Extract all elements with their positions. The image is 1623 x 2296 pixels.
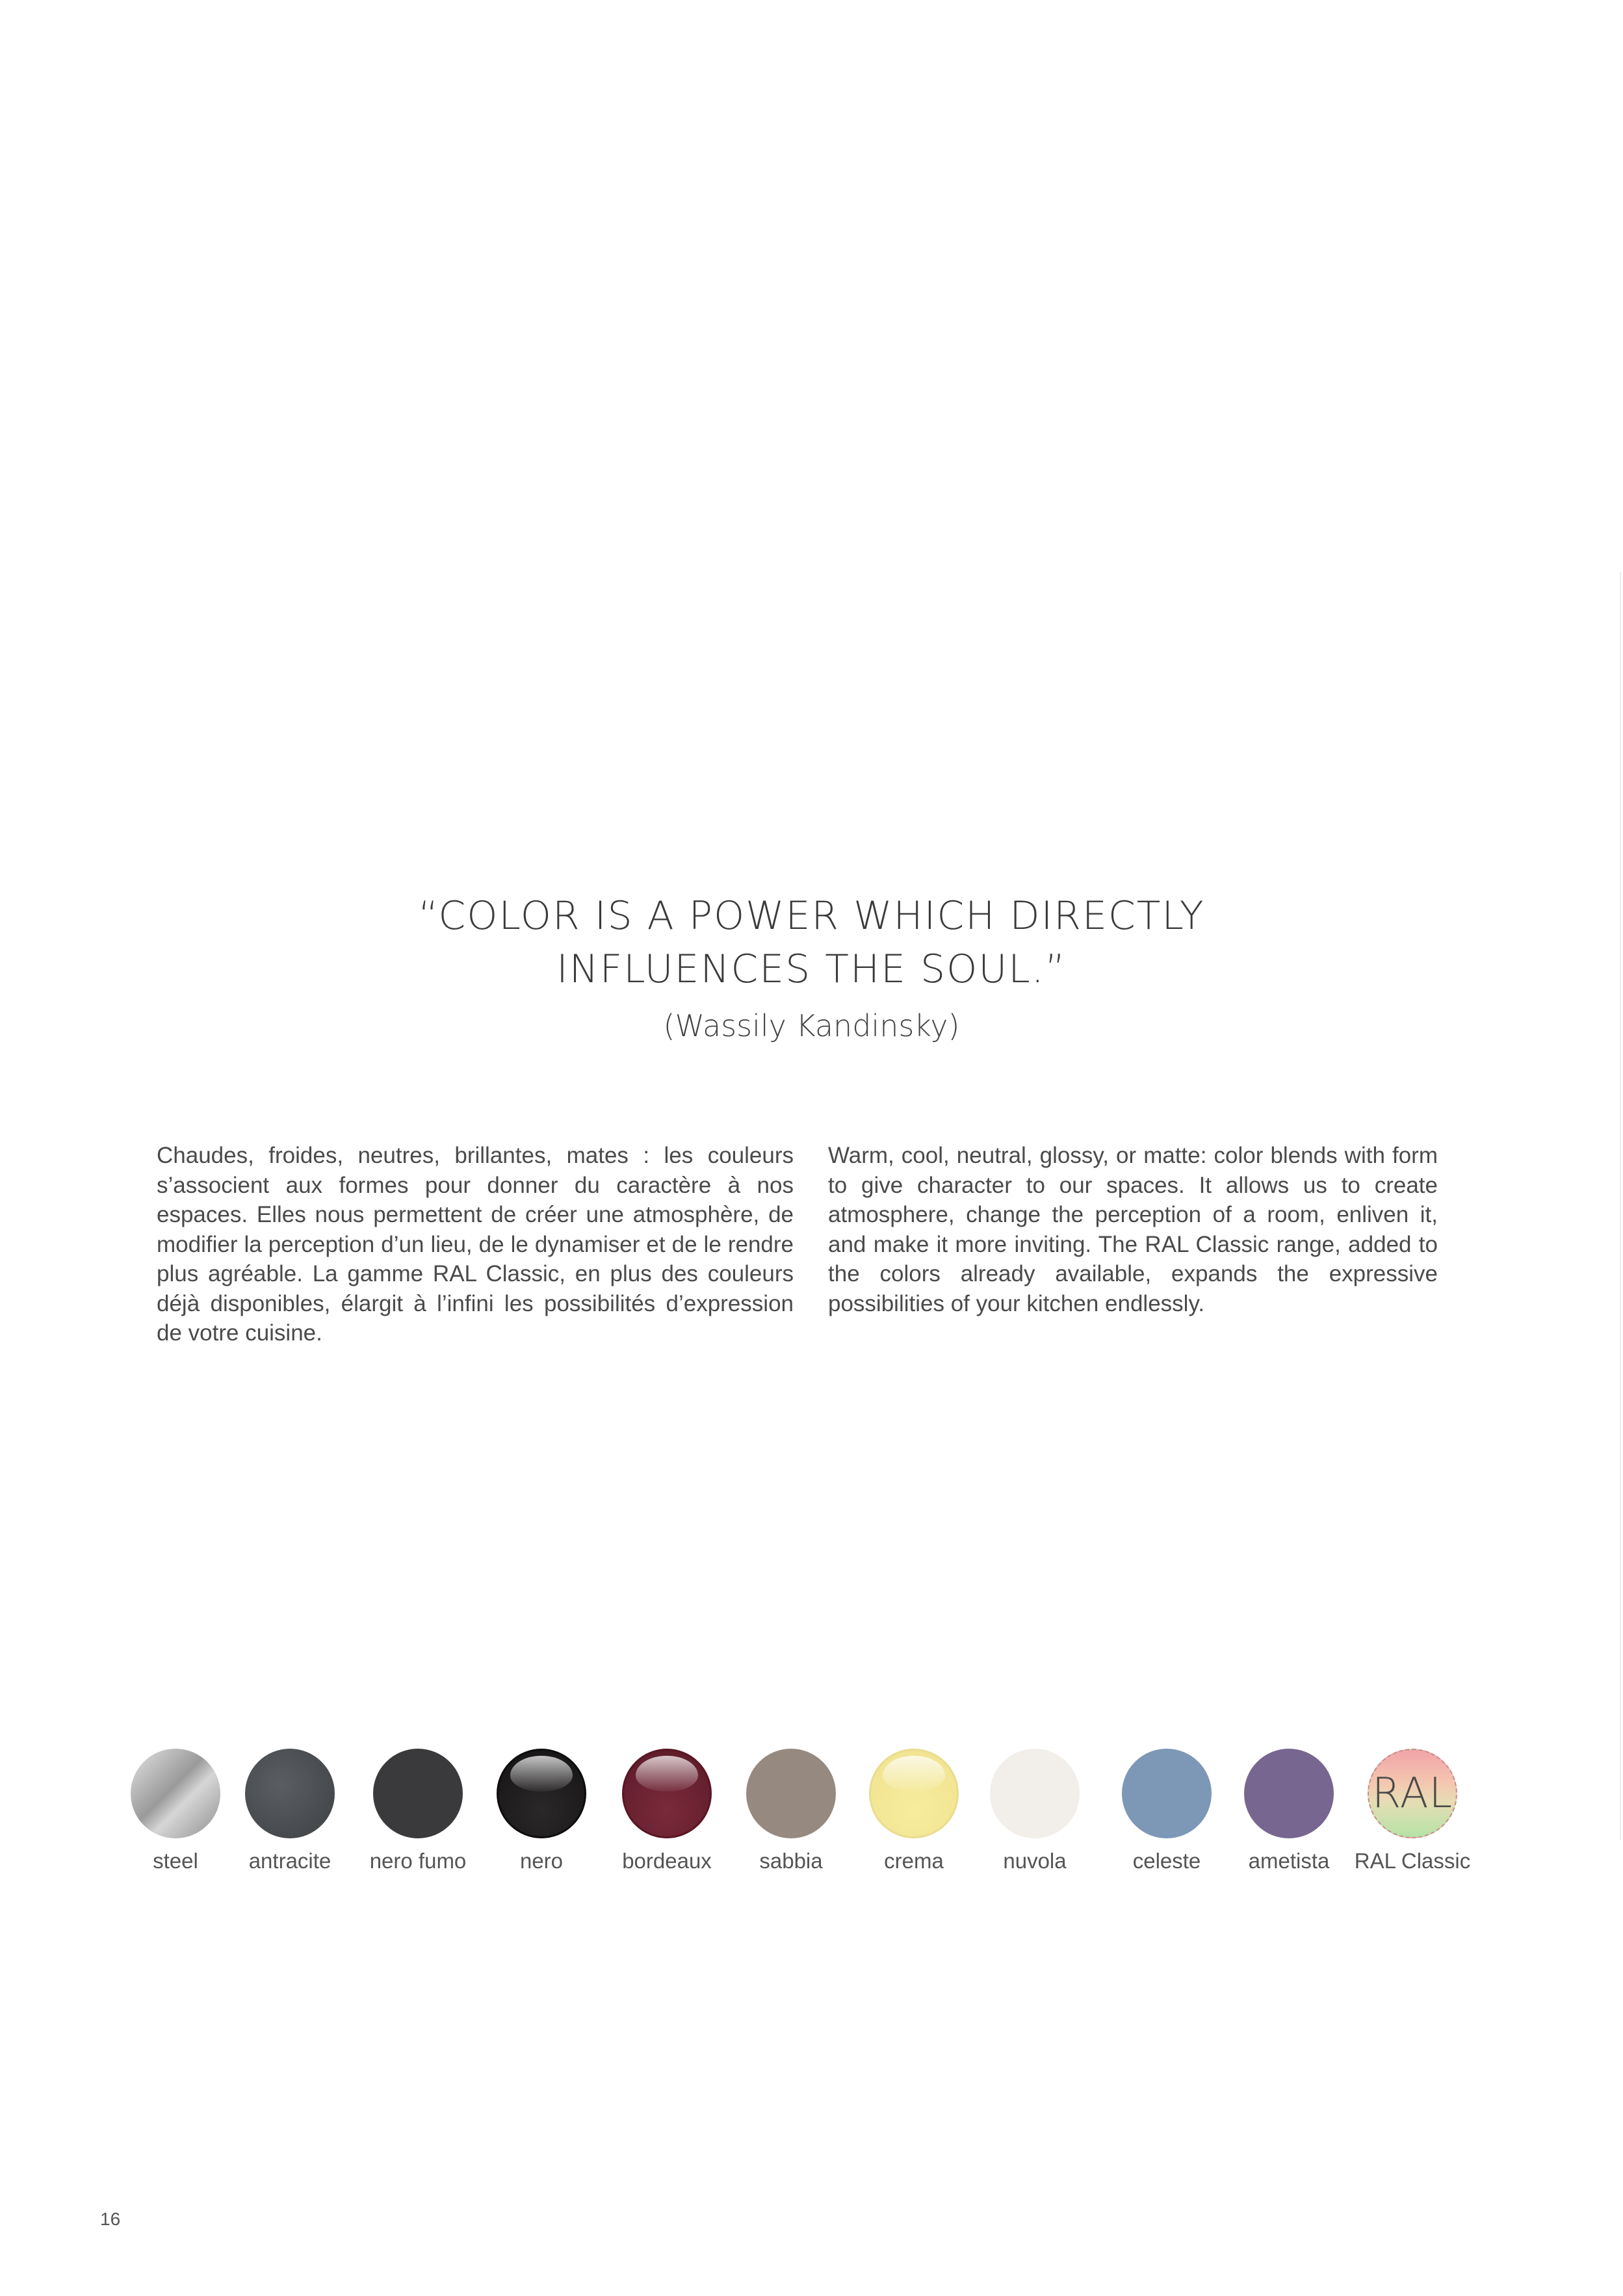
quote-block	[0, 889, 1623, 1047]
swatch-label: ametista	[1248, 1849, 1330, 1873]
swatch-antracite-dot	[245, 1749, 335, 1838]
swatch-celeste-dot	[1122, 1749, 1212, 1838]
swatch-label: crema	[884, 1849, 944, 1873]
swatch-crema-dot	[869, 1749, 959, 1838]
swatch-nero	[483, 1749, 600, 1873]
swatch-nuvola-dot	[990, 1749, 1080, 1838]
swatch-nero-fumo-dot	[373, 1749, 463, 1838]
swatch-ametista	[1230, 1749, 1347, 1873]
quote-line-2: INFLUENCES THE SOUL.”	[556, 946, 1067, 992]
page-edge-line	[1620, 572, 1621, 1840]
quote-line-1: “COLOR IS A POWER WHICH DIRECTLY	[418, 893, 1205, 939]
ral-badge-text: RAL	[1371, 1769, 1453, 1818]
swatch-label: nero fumo	[369, 1849, 467, 1873]
swatch-bordeaux	[608, 1749, 725, 1873]
swatch-sabbia	[733, 1749, 850, 1873]
swatch-nero-fumo	[359, 1749, 476, 1873]
swatch-label: nuvola	[1003, 1849, 1067, 1873]
swatch-celeste	[1108, 1749, 1225, 1873]
swatch-sabbia-dot	[746, 1749, 836, 1838]
quote-author: (Wassily Kandinsky)	[663, 1008, 960, 1043]
swatch-label: bordeaux	[622, 1849, 712, 1873]
swatch-ametista-dot	[1244, 1749, 1334, 1838]
swatch-label: celeste	[1132, 1849, 1201, 1873]
swatch-label: antracite	[248, 1849, 331, 1873]
swatch-antracite	[231, 1749, 348, 1873]
body-text-french: Chaudes, froides, neutres, brillantes, mates : les couleurs s’associent aux formes pour donner du caractère à nos espaces. Elles nous permettent de créer une atmosphère, de modifier la perception d’un lieu, de le dynamiser et de le rendre plus agréable. La gamme RAL Classic, en plus des couleurs déjà disponibles, élargit à l’infini les possibilités d’expression de votre cuisine.	[157, 1143, 794, 1346]
page-number: 16	[100, 2209, 121, 2229]
body-text-english: Warm, cool, neutral, glossy, or matte: color blends with form to give character to our spaces. It allows us to create atmosphere, change the perception of a room, enliven it, and make it more inviting. The RAL Classic range, added to the colors already available, expands the expressive possibilities of your kitchen endlessly.	[828, 1143, 1438, 1316]
swatch-ral-classic-dot	[1368, 1749, 1457, 1838]
swatch-crema	[855, 1749, 972, 1873]
swatch-nero-dot	[497, 1749, 586, 1838]
swatch-label: RAL Classic	[1354, 1849, 1471, 1873]
swatch-label: nero	[519, 1849, 564, 1873]
swatch-nuvola	[976, 1749, 1093, 1873]
swatch-label: sabbia	[759, 1849, 823, 1873]
swatch-steel	[117, 1749, 234, 1873]
swatch-label: steel	[153, 1849, 198, 1873]
swatch-bordeaux-dot	[622, 1749, 712, 1838]
swatch-steel-dot	[131, 1749, 220, 1838]
color-swatches	[0, 1749, 1623, 1879]
swatch-ral-classic	[1354, 1749, 1471, 1873]
